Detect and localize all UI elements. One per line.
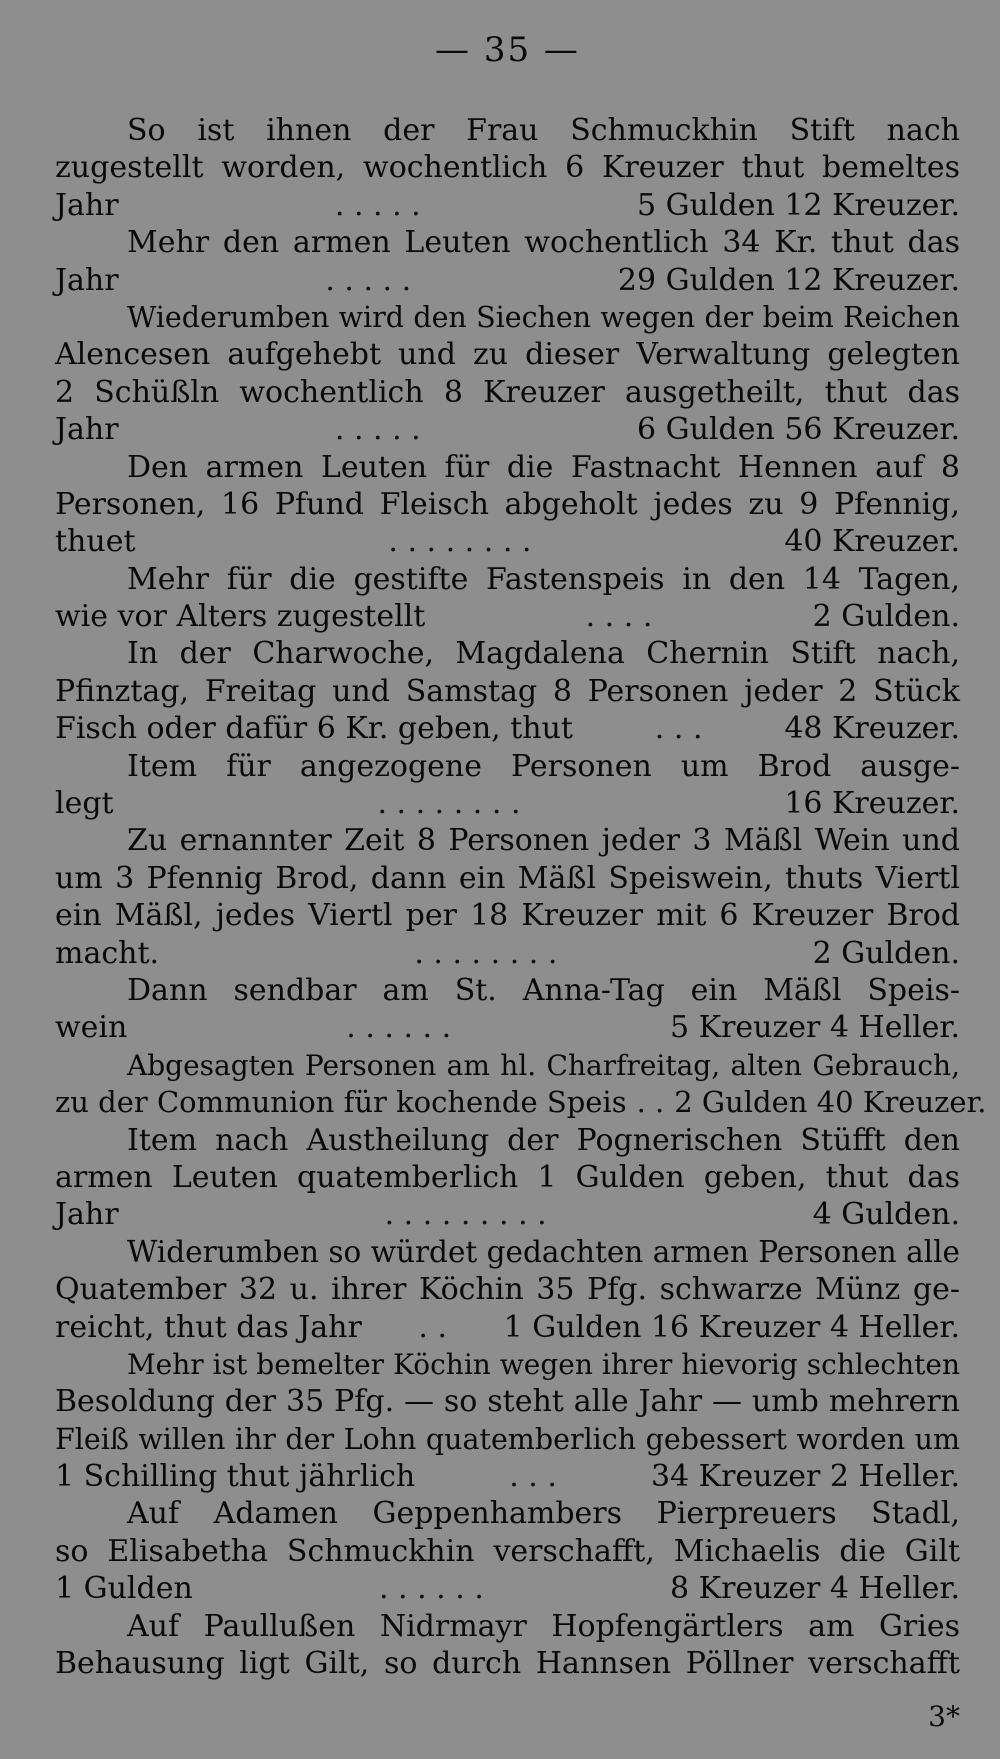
line-text: Pfinztag, Freitag und Samstag 8 Personen jeder 2 Stück bbox=[55, 673, 960, 709]
amount-value: 5 Gulden 12 Kreuzer. bbox=[637, 187, 960, 223]
line-text: Fleiß willen ihr der Lohn quatemberlich gebessert worden um bbox=[55, 1422, 960, 1456]
leader-dots: . . . . . bbox=[334, 412, 421, 448]
page-number: — 35 — bbox=[435, 30, 580, 70]
line-text: Den armen Leuten für die Fastnacht Hennen auf 8 bbox=[127, 449, 960, 485]
text-line bbox=[55, 935, 960, 972]
leader-dots: . . . . . . . . bbox=[414, 935, 558, 971]
leader-dots: . . . . . bbox=[325, 262, 412, 298]
text-line bbox=[55, 1309, 960, 1346]
text-line bbox=[55, 1234, 960, 1271]
amount-value: 16 Kreuzer. bbox=[784, 786, 960, 822]
amount-value: 8 Kreuzer 4 Heller. bbox=[670, 1571, 960, 1607]
line-text: Wiederumben wird den Siechen wegen der beim Reichen bbox=[127, 300, 960, 334]
amount-value: 2 Gulden. bbox=[812, 599, 960, 635]
line-text: Mehr den armen Leuten wochentlich 34 Kr. thut das bbox=[127, 225, 960, 261]
line-text: Zu ernannter Zeit 8 Personen jeder 3 Mäßl Wein und bbox=[127, 823, 960, 859]
line-text: Personen, 16 Pfund Fleisch abgeholt jedes zu 9 Pfennig, bbox=[55, 486, 960, 522]
line-text: Item für angezogene Personen um Brod ausge- bbox=[127, 748, 960, 784]
amount-value: 6 Gulden 56 Kreuzer. bbox=[637, 412, 960, 448]
line-text: thuet bbox=[55, 524, 136, 560]
leader-dots: . . . . bbox=[585, 599, 653, 635]
line-text: zu der Communion für kochende Speis bbox=[55, 1085, 627, 1120]
text-line bbox=[55, 523, 960, 560]
text-line bbox=[55, 822, 960, 859]
leader-dots: . . . bbox=[654, 711, 703, 747]
line-text: Behausung ligt Gilt, so durch Hannsen Pöllner verschafft bbox=[55, 1646, 960, 1682]
line-text: legt bbox=[55, 786, 114, 822]
leader-dots: . . . . . . bbox=[378, 1571, 484, 1607]
line-text: um 3 Pfennig Brod, dann ein Mäßl Speiswein, thuts Viertl bbox=[55, 860, 960, 896]
leader-dots: . . . . . . . . bbox=[377, 786, 521, 822]
line-text: Jahr bbox=[55, 412, 119, 448]
line-text: macht. bbox=[55, 935, 160, 971]
text-line bbox=[55, 1159, 960, 1196]
leader-dots: . . . . . . . . . bbox=[384, 1197, 547, 1233]
text-line bbox=[55, 673, 960, 710]
line-text: Jahr bbox=[55, 262, 119, 298]
text-line bbox=[55, 860, 960, 897]
line-text: Quatember 32 u. ihrer Köchin 35 Pfg. schwarze Münz ge- bbox=[55, 1272, 960, 1308]
line-text: armen Leuten quatemberlich 1 Gulden geben, thut das bbox=[55, 1159, 960, 1195]
line-text: reicht, thut das Jahr bbox=[55, 1309, 362, 1345]
line-text: ein Mäßl, jedes Viertl per 18 Kreuzer mit 6 Kreuzer Brod bbox=[55, 898, 960, 934]
line-text: Fisch oder dafür 6 Kr. geben, thut bbox=[55, 711, 573, 747]
text-line bbox=[55, 1196, 960, 1233]
text-line bbox=[55, 486, 960, 523]
text-line bbox=[55, 299, 960, 336]
amount-value: 2 Gulden 40 Kreuzer. bbox=[674, 1085, 987, 1120]
text-line bbox=[55, 1570, 960, 1607]
text-line bbox=[55, 1495, 960, 1532]
text-line bbox=[55, 1009, 960, 1046]
amount-value: 2 Gulden. bbox=[812, 935, 960, 971]
line-text: wein bbox=[55, 1010, 128, 1046]
text-line bbox=[55, 710, 960, 747]
leader-dots: . . . . . . bbox=[346, 1010, 452, 1046]
text-line bbox=[55, 1458, 960, 1495]
text-line bbox=[55, 1383, 960, 1420]
text-line bbox=[55, 112, 960, 149]
line-text: Jahr bbox=[55, 187, 119, 223]
text-line bbox=[55, 598, 960, 635]
text-line bbox=[55, 1047, 960, 1084]
text-line bbox=[55, 224, 960, 261]
line-text: 2 Schüßln wochentlich 8 Kreuzer ausgetheilt, thut das bbox=[55, 374, 960, 410]
amount-value: 4 Gulden. bbox=[812, 1197, 960, 1233]
leader-dots: . . . . . . . . bbox=[388, 524, 532, 560]
text-line bbox=[55, 1122, 960, 1159]
line-text: Abgesagten Personen am hl. Charfreitag, alten Gebrauch, bbox=[127, 1048, 960, 1082]
text-line bbox=[55, 187, 960, 224]
line-text: 1 Schilling thut jährlich bbox=[55, 1459, 416, 1495]
leader-dots: . . bbox=[418, 1309, 448, 1345]
leader-dots: . . . bbox=[509, 1459, 557, 1495]
line-text: Auf Adamen Geppenhambers Pierpreuers Stadl, bbox=[127, 1496, 960, 1532]
text-line bbox=[55, 1271, 960, 1308]
text-body bbox=[55, 112, 987, 1682]
text-line bbox=[55, 897, 960, 934]
line-text: Alencesen aufgehebt und zu dieser Verwaltung gelegten bbox=[55, 337, 960, 373]
text-line bbox=[55, 1533, 960, 1570]
amount-value: 48 Kreuzer. bbox=[784, 711, 960, 747]
signature-mark: 3* bbox=[928, 1700, 960, 1733]
text-line bbox=[55, 336, 960, 373]
text-line bbox=[55, 1645, 960, 1682]
text-line bbox=[55, 1346, 960, 1383]
text-line bbox=[55, 262, 960, 299]
line-text: so Elisabetha Schmuckhin verschafft, Michaelis die Gilt bbox=[55, 1533, 960, 1569]
text-line bbox=[55, 149, 960, 186]
text-line bbox=[55, 785, 960, 822]
line-text: zugestellt worden, wochentlich 6 Kreuzer thut bemeltes bbox=[55, 150, 960, 186]
leader-dots: . . . . . bbox=[334, 187, 421, 223]
line-text: So ist ihnen der Frau Schmuckhin Stift nach bbox=[127, 113, 960, 148]
line-text: Besoldung der 35 Pfg. — so steht alle Jahr — umb mehrern bbox=[55, 1384, 960, 1420]
text-line bbox=[55, 449, 960, 486]
line-text: Jahr bbox=[55, 1197, 119, 1233]
amount-value: 29 Gulden 12 Kreuzer. bbox=[617, 262, 960, 298]
amount-value: 34 Kreuzer 2 Heller. bbox=[650, 1459, 960, 1495]
amount-value: 5 Kreuzer 4 Heller. bbox=[670, 1010, 960, 1046]
line-text: Item nach Austheilung der Pognerischen Stüfft den bbox=[127, 1122, 960, 1158]
amount-value: 40 Kreuzer. bbox=[784, 524, 960, 560]
text-line bbox=[55, 1421, 960, 1458]
leader-dots: . . bbox=[636, 1085, 665, 1120]
text-line bbox=[55, 561, 960, 598]
line-text: wie vor Alters zugestellt bbox=[55, 599, 426, 635]
line-text: 1 Gulden bbox=[55, 1571, 193, 1607]
line-text: In der Charwoche, Magdalena Chernin Stift nach, bbox=[127, 636, 960, 672]
document-page bbox=[55, 0, 987, 1759]
text-line bbox=[55, 411, 960, 448]
text-line bbox=[55, 1608, 960, 1645]
amount-value: 1 Gulden 16 Kreuzer 4 Heller. bbox=[503, 1309, 960, 1345]
line-text: Dann sendbar am St. Anna-Tag ein Mäßl Speis- bbox=[127, 972, 960, 1008]
text-line bbox=[55, 635, 960, 672]
line-text: Mehr für die gestifte Fastenspeis in den 14 Tagen, bbox=[127, 561, 960, 597]
text-line bbox=[55, 748, 960, 785]
text-line bbox=[55, 374, 960, 411]
line-text: Mehr ist bemelter Köchin wegen ihrer hievorig schlechten bbox=[127, 1347, 960, 1381]
text-line bbox=[55, 972, 960, 1009]
line-text: Auf Paullußen Nidrmayr Hopfengärtlers am Gries bbox=[127, 1608, 960, 1644]
text-line bbox=[55, 1084, 987, 1121]
line-text: Widerumben so würdet gedachten armen Personen alle bbox=[127, 1234, 960, 1269]
